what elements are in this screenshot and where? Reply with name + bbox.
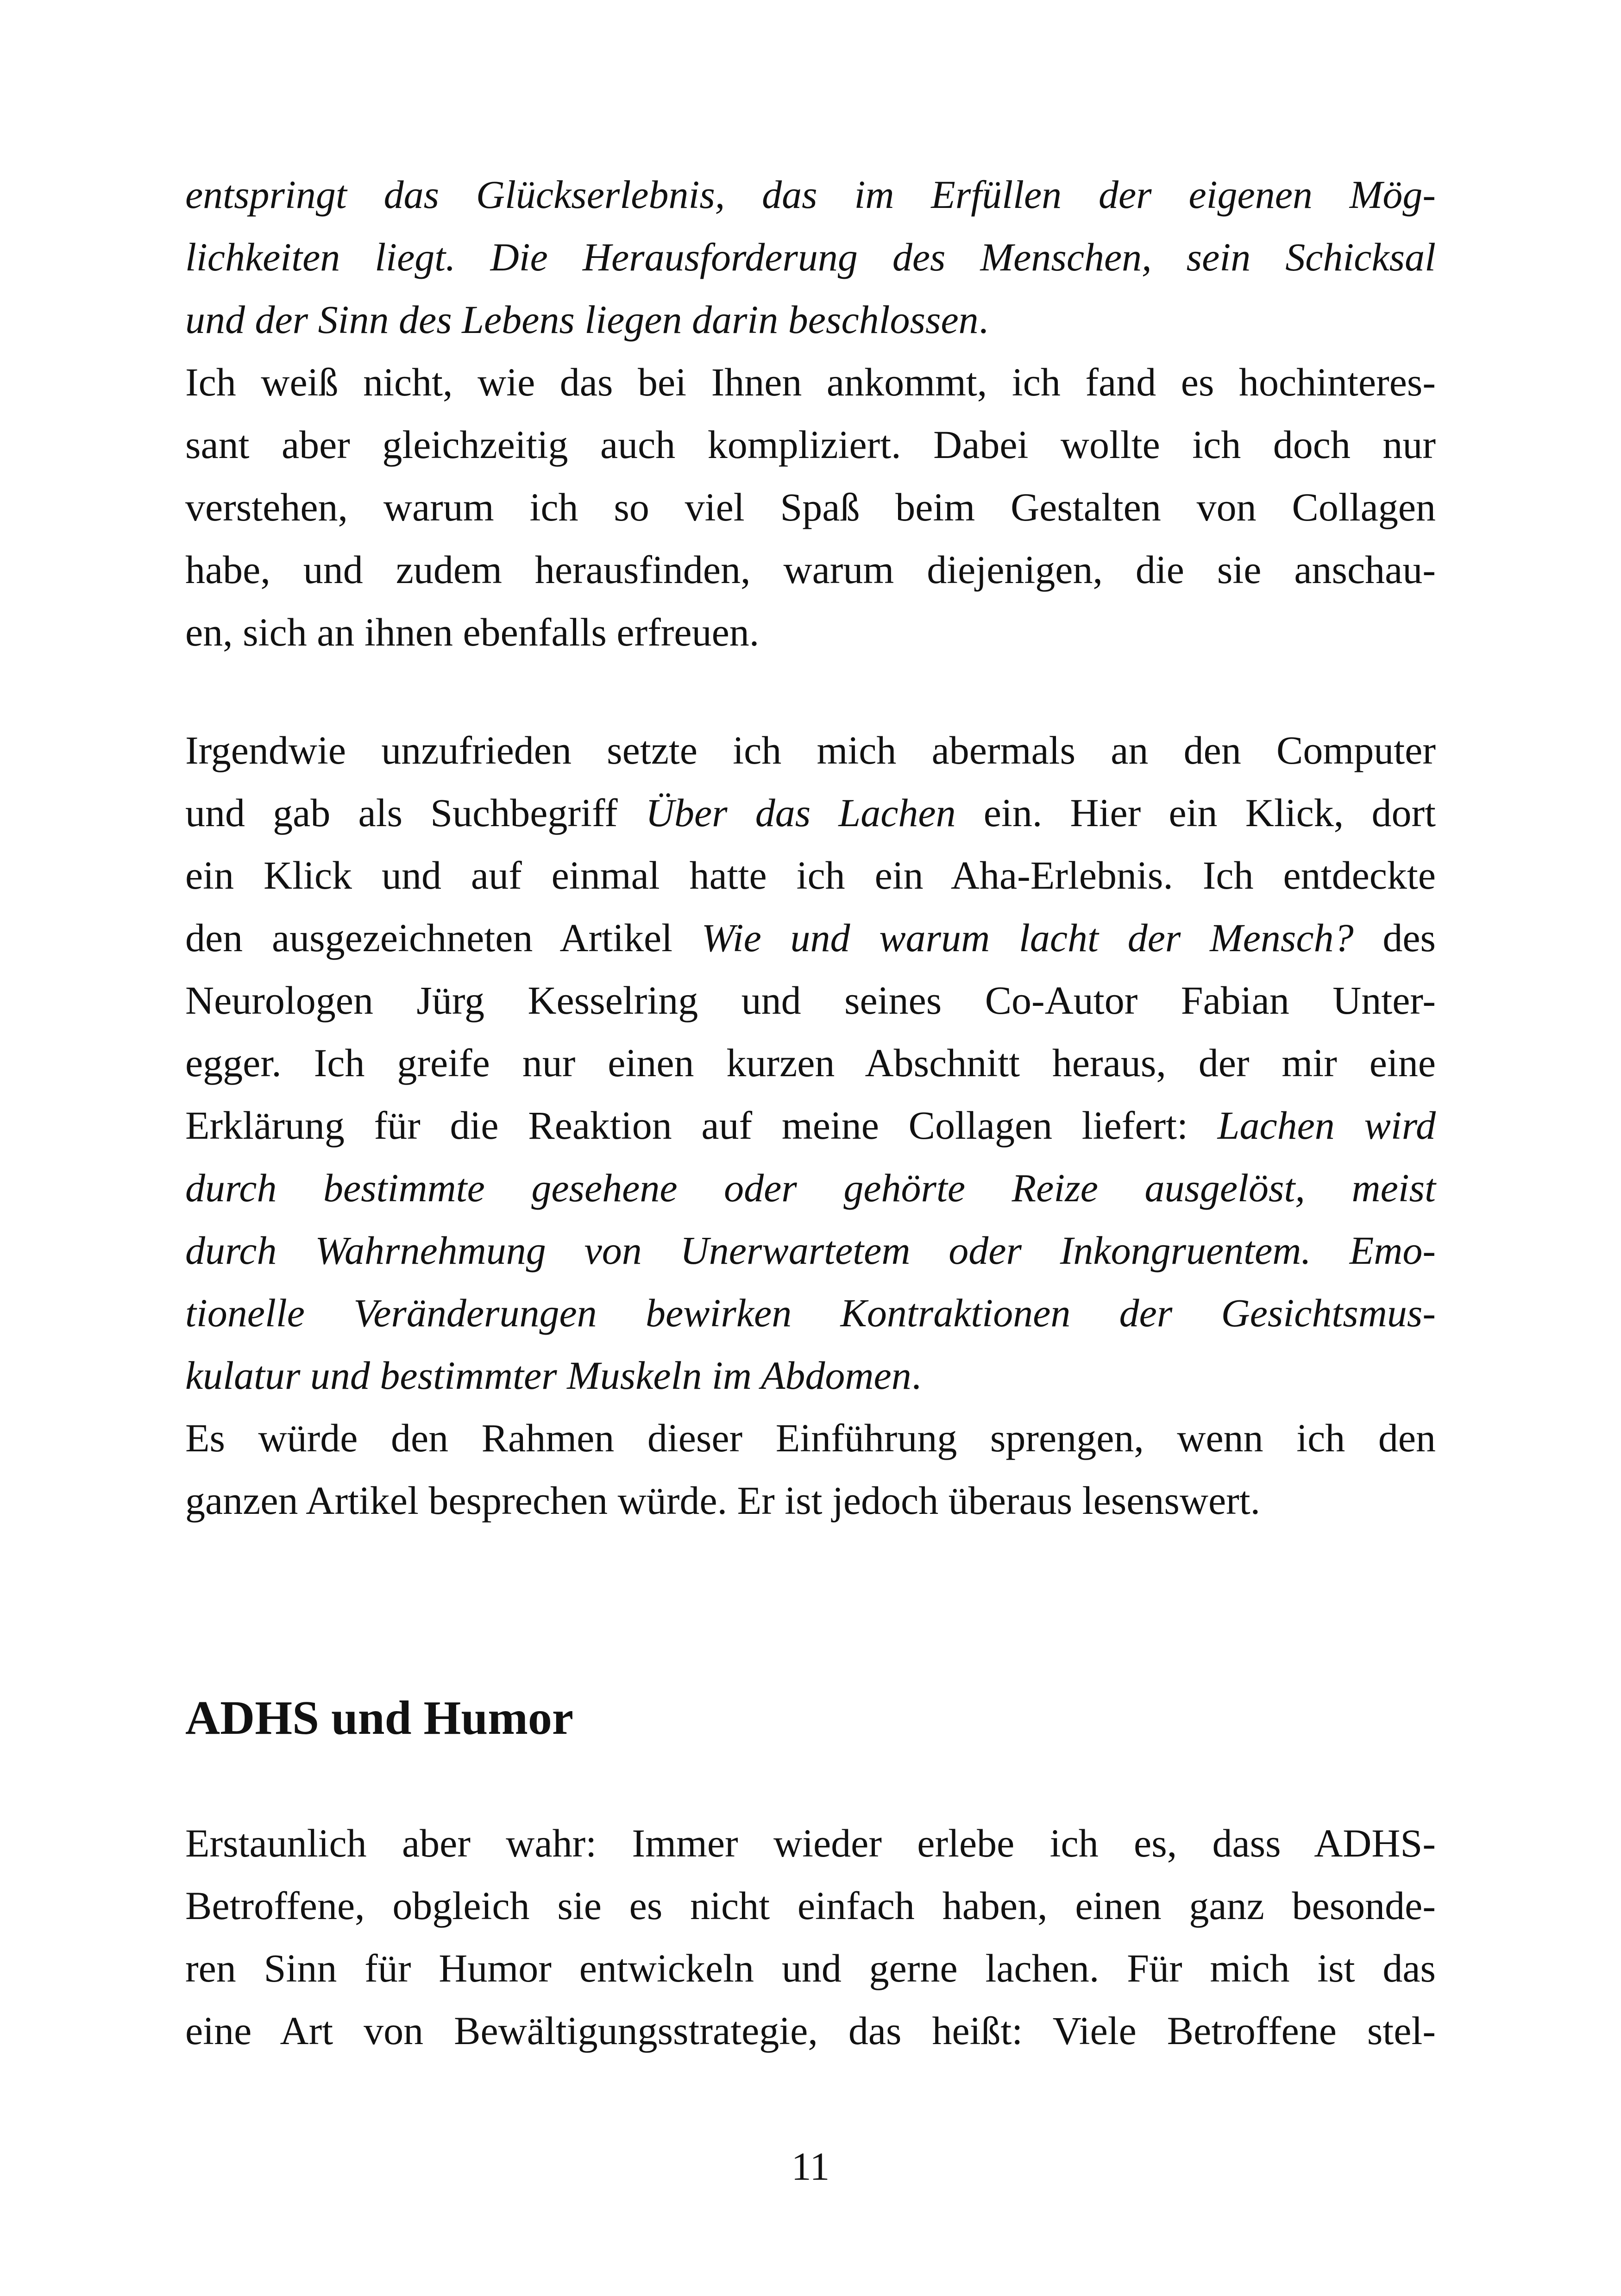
text-run: Erklärung für die Reaktion auf meine Collagen liefert: [185,1103,1218,1148]
text-line [185,296,1436,343]
text-line [185,1352,1436,1399]
text-line: egger. Ich greife nur einen kurzen Abschnitt heraus, der mir eine [185,1041,1436,1085]
text-line: ein Klick und auf einmal hatte ich ein Aha-Erlebnis. Ich entdeckte [185,853,1436,897]
text-line: ren Sinn für Humor entwickeln und gerne lachen. Für mich ist das [185,1946,1436,1990]
text-line [185,915,1436,961]
text-line: Betroffene, obgleich sie es nicht einfach haben, einen ganz besonde- [185,1883,1436,1928]
text-line: Es würde den Rahmen dieser Einführung sprengen, wenn ich den [185,1416,1436,1460]
italic-text: kulatur und bestimmter Muskeln im Abdomen [185,1353,911,1398]
italic-text: Lachen wird [1217,1103,1436,1148]
italic-text: Über das Lachen [645,790,956,835]
italic-text: Wie und warum lacht der Mensch? [701,916,1354,960]
text-line: verstehen, warum ich so viel Spaß beim Gestalten von Collagen [185,485,1436,529]
text-line: Irgendwie unzufrieden setzte ich mich abermals an den Computer [185,728,1436,772]
text-line: eine Art von Bewältigungsstrategie, das heißt: Viele Betroffene stel- [185,2008,1436,2053]
text-line: durch Wahrnehmung von Unerwartetem oder Inkongruentem. Emo- [185,1228,1436,1273]
text-line: Neurologen Jürg Kesselring und seines Co-Autor Fabian Unter- [185,978,1436,1023]
text-run: ein. Hier ein Klick, dort [955,790,1436,835]
italic-text: und der Sinn des Lebens liegen darin beschlossen [185,297,979,342]
text-line: Ich weiß nicht, wie das bei Ihnen ankommt, ich fand es hochinteres- [185,360,1436,404]
text-run: . [911,1353,922,1398]
text-line: en, sich an ihnen ebenfalls erfreuen. [185,610,760,654]
section-heading: ADHS und Humor [185,1691,573,1744]
text-line [185,1102,1436,1148]
text-line: Erstaunlich aber wahr: Immer wieder erlebe ich es, dass ADHS- [185,1821,1436,1865]
text-line: durch bestimmte gesehene oder gehörte Reize ausgelöst, meist [185,1166,1436,1210]
text-line: entspringt das Glückserlebnis, das im Erfüllen der eigenen Mög- [185,172,1436,217]
text-run: des [1353,916,1436,960]
page-number: 11 [791,2144,830,2189]
text-run: den ausgezeichneten Artikel [185,916,702,960]
text-line: sant aber gleichzeitig auch kompliziert. Dabei wollte ich doch nur [185,422,1436,467]
text-line: lichkeiten liegt. Die Herausforderung des Menschen, sein Schicksal [185,235,1436,279]
text-run: . [978,297,989,342]
text-line: tionelle Veränderungen bewirken Kontraktionen der Gesichtsmus- [185,1291,1436,1335]
text-line: habe, und zudem herausfinden, warum diejenigen, die sie anschau- [185,547,1436,592]
text-run: und gab als Suchbegriff [185,790,646,835]
text-line [185,790,1436,836]
text-line: ganzen Artikel besprechen würde. Er ist jedoch überaus lesenswert. [185,1478,1261,1523]
